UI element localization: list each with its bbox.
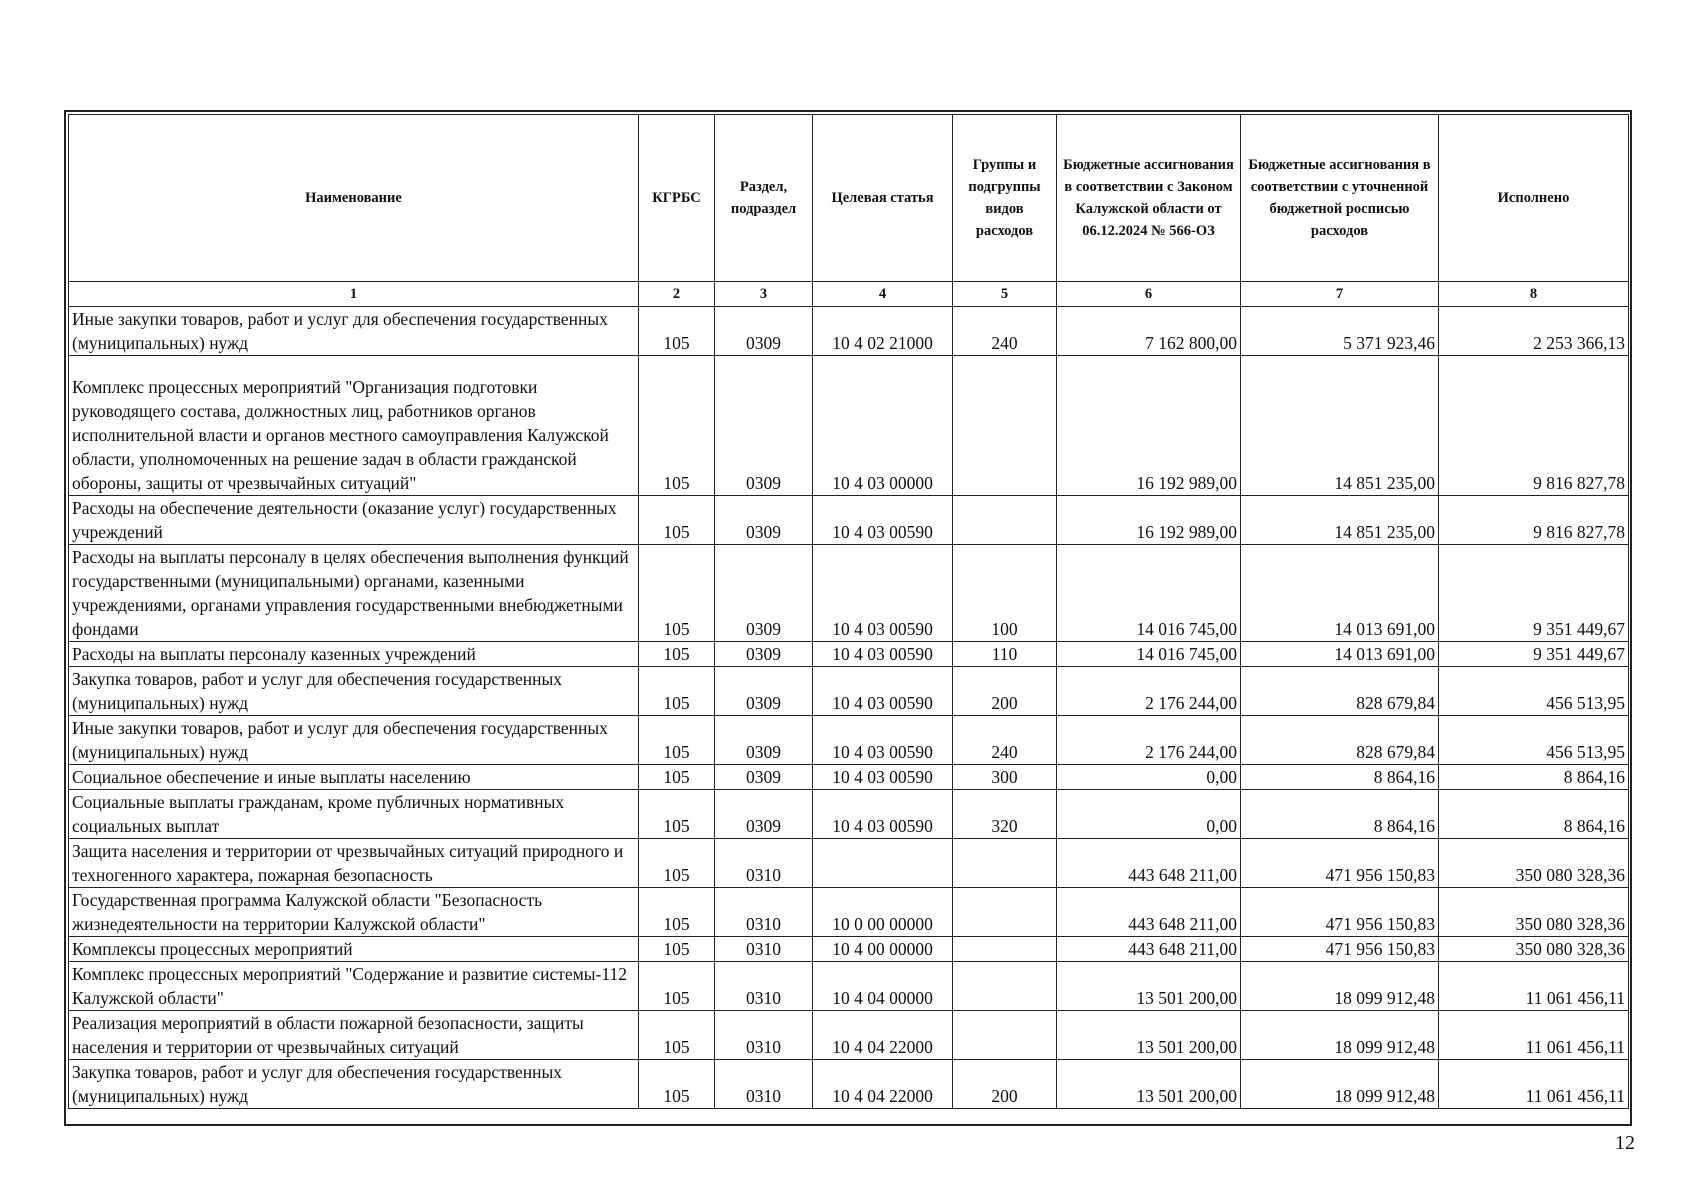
table-row (69, 356, 1629, 496)
row-refined-amount: 14 013 691,00 (1241, 642, 1439, 667)
row-name: Расходы на выплаты персоналу в целях обеспечения выполнения функций государственными (муниципальными) органами, казенными учреждениями, органами управления государственными внебюджетными фондами (69, 545, 639, 642)
column-number: 3 (715, 282, 813, 307)
row-refined-amount: 14 851 235,00 (1241, 356, 1439, 496)
row-target: 10 4 03 00590 (813, 765, 953, 790)
table-row (69, 642, 1629, 667)
row-refined-amount: 18 099 912,48 (1241, 1060, 1439, 1109)
row-name: Иные закупки товаров, работ и услуг для обеспечения государственных (муниципальных) нужд (69, 716, 639, 765)
column-number: 7 (1241, 282, 1439, 307)
row-target: 10 4 03 00590 (813, 667, 953, 716)
row-refined-amount: 8 864,16 (1241, 765, 1439, 790)
row-section: 0310 (715, 839, 813, 888)
row-name: Социальное обеспечение и иные выплаты населению (69, 765, 639, 790)
row-section: 0309 (715, 765, 813, 790)
row-refined-amount: 18 099 912,48 (1241, 1011, 1439, 1060)
row-refined-amount: 471 956 150,83 (1241, 937, 1439, 962)
row-refined-amount: 14 851 235,00 (1241, 496, 1439, 545)
row-kgrbs: 105 (639, 667, 715, 716)
row-kgrbs: 105 (639, 642, 715, 667)
row-law-amount: 0,00 (1057, 765, 1241, 790)
row-target: 10 0 00 00000 (813, 888, 953, 937)
row-kgrbs: 105 (639, 545, 715, 642)
table-body (69, 307, 1629, 1109)
row-target: 10 4 03 00590 (813, 716, 953, 765)
row-executed-amount: 8 864,16 (1439, 765, 1629, 790)
row-law-amount: 7 162 800,00 (1057, 307, 1241, 356)
row-section: 0309 (715, 307, 813, 356)
row-refined-amount: 8 864,16 (1241, 790, 1439, 839)
row-law-amount: 14 016 745,00 (1057, 642, 1241, 667)
row-law-amount: 16 192 989,00 (1057, 356, 1241, 496)
row-section: 0310 (715, 937, 813, 962)
row-target: 10 4 04 22000 (813, 1011, 953, 1060)
row-section: 0309 (715, 667, 813, 716)
row-name: Комплексы процессных мероприятий (69, 937, 639, 962)
row-target: 10 4 03 00000 (813, 356, 953, 496)
row-kgrbs: 105 (639, 1011, 715, 1060)
row-law-amount: 13 501 200,00 (1057, 1060, 1241, 1109)
row-section: 0310 (715, 888, 813, 937)
row-refined-amount: 828 679,84 (1241, 716, 1439, 765)
table-row (69, 496, 1629, 545)
column-number: 6 (1057, 282, 1241, 307)
row-executed-amount: 2 253 366,13 (1439, 307, 1629, 356)
row-law-amount: 13 501 200,00 (1057, 1011, 1241, 1060)
row-kgrbs: 105 (639, 307, 715, 356)
row-refined-amount: 18 099 912,48 (1241, 962, 1439, 1011)
column-number: 8 (1439, 282, 1629, 307)
row-group (953, 839, 1057, 888)
row-group: 100 (953, 545, 1057, 642)
table-row (69, 716, 1629, 765)
header-row (69, 115, 1629, 282)
row-refined-amount: 14 013 691,00 (1241, 545, 1439, 642)
page-number: 12 (1615, 1132, 1635, 1154)
row-name: Иные закупки товаров, работ и услуг для обеспечения государственных (муниципальных) нужд (69, 307, 639, 356)
table-row (69, 1060, 1629, 1109)
row-group: 110 (953, 642, 1057, 667)
table-row (69, 790, 1629, 839)
row-group (953, 1011, 1057, 1060)
header-groups: Группы и подгруппы видов расходов (953, 115, 1057, 282)
column-number: 1 (69, 282, 639, 307)
row-group: 200 (953, 1060, 1057, 1109)
table-row (69, 545, 1629, 642)
row-kgrbs: 105 (639, 937, 715, 962)
row-law-amount: 443 648 211,00 (1057, 839, 1241, 888)
header-section: Раздел, подраздел (715, 115, 813, 282)
row-target: 10 4 02 21000 (813, 307, 953, 356)
row-target: 10 4 03 00590 (813, 642, 953, 667)
row-target: 10 4 03 00590 (813, 545, 953, 642)
row-name: Защита населения и территории от чрезвычайных ситуаций природного и техногенного характера, пожарная безопасность (69, 839, 639, 888)
header-executed: Исполнено (1439, 115, 1629, 282)
row-group (953, 962, 1057, 1011)
row-executed-amount: 350 080 328,36 (1439, 839, 1629, 888)
row-name: Комплекс процессных мероприятий "Организация подготовки руководящего состава, должностных лиц, работников органов исполнительной власти и органов местного самоуправления Калужской области, уполномоченных на решение задач в области гражданской обороны, защиты от чрезвычайных ситуаций" (69, 356, 639, 496)
table-row (69, 839, 1629, 888)
row-kgrbs: 105 (639, 962, 715, 1011)
row-group: 300 (953, 765, 1057, 790)
header-kgrbs: КГРБС (639, 115, 715, 282)
row-refined-amount: 5 371 923,46 (1241, 307, 1439, 356)
row-executed-amount: 9 816 827,78 (1439, 496, 1629, 545)
row-kgrbs: 105 (639, 839, 715, 888)
table-row (69, 937, 1629, 962)
row-target: 10 4 03 00590 (813, 496, 953, 545)
row-law-amount: 443 648 211,00 (1057, 888, 1241, 937)
table-row (69, 765, 1629, 790)
row-group (953, 496, 1057, 545)
row-target: 10 4 04 22000 (813, 1060, 953, 1109)
row-executed-amount: 456 513,95 (1439, 667, 1629, 716)
column-number: 5 (953, 282, 1057, 307)
row-executed-amount: 11 061 456,11 (1439, 962, 1629, 1011)
table-row (69, 962, 1629, 1011)
row-name: Расходы на обеспечение деятельности (оказание услуг) государственных учреждений (69, 496, 639, 545)
table-row (69, 888, 1629, 937)
row-executed-amount: 9 816 827,78 (1439, 356, 1629, 496)
row-executed-amount: 456 513,95 (1439, 716, 1629, 765)
row-kgrbs: 105 (639, 716, 715, 765)
row-section: 0309 (715, 545, 813, 642)
row-section: 0309 (715, 496, 813, 545)
row-law-amount: 14 016 745,00 (1057, 545, 1241, 642)
row-section: 0309 (715, 716, 813, 765)
row-law-amount: 0,00 (1057, 790, 1241, 839)
row-kgrbs: 105 (639, 888, 715, 937)
row-executed-amount: 8 864,16 (1439, 790, 1629, 839)
row-target: 10 4 03 00590 (813, 790, 953, 839)
row-section: 0309 (715, 356, 813, 496)
row-kgrbs: 105 (639, 356, 715, 496)
row-refined-amount: 471 956 150,83 (1241, 888, 1439, 937)
row-kgrbs: 105 (639, 790, 715, 839)
row-name: Реализация мероприятий в области пожарной безопасности, защиты населения и территории от чрезвычайных ситуаций (69, 1011, 639, 1060)
header-target: Целевая статья (813, 115, 953, 282)
row-executed-amount: 350 080 328,36 (1439, 888, 1629, 937)
row-refined-amount: 828 679,84 (1241, 667, 1439, 716)
row-target: 10 4 00 00000 (813, 937, 953, 962)
row-section: 0310 (715, 1060, 813, 1109)
row-name: Комплекс процессных мероприятий "Содержание и развитие системы-112 Калужской области" (69, 962, 639, 1011)
row-law-amount: 443 648 211,00 (1057, 937, 1241, 962)
row-law-amount: 2 176 244,00 (1057, 667, 1241, 716)
row-name: Расходы на выплаты персоналу казенных учреждений (69, 642, 639, 667)
row-kgrbs: 105 (639, 496, 715, 545)
row-kgrbs: 105 (639, 765, 715, 790)
header-refined: Бюджетные ассигнования в соответствии с уточненной бюджетной росписью расходов (1241, 115, 1439, 282)
row-group (953, 356, 1057, 496)
row-section: 0310 (715, 962, 813, 1011)
row-name: Закупка товаров, работ и услуг для обеспечения государственных (муниципальных) нужд (69, 667, 639, 716)
row-law-amount: 16 192 989,00 (1057, 496, 1241, 545)
table-row (69, 1011, 1629, 1060)
row-law-amount: 2 176 244,00 (1057, 716, 1241, 765)
row-name: Закупка товаров, работ и услуг для обеспечения государственных (муниципальных) нужд (69, 1060, 639, 1109)
row-executed-amount: 11 061 456,11 (1439, 1060, 1629, 1109)
row-kgrbs: 105 (639, 1060, 715, 1109)
row-group (953, 888, 1057, 937)
header-law: Бюджетные ассигнования в соответствии с Законом Калужской области от 06.12.2024 № 566-ОЗ (1057, 115, 1241, 282)
row-law-amount: 13 501 200,00 (1057, 962, 1241, 1011)
row-group: 200 (953, 667, 1057, 716)
row-executed-amount: 9 351 449,67 (1439, 545, 1629, 642)
column-number-row (69, 282, 1629, 307)
row-group (953, 937, 1057, 962)
row-executed-amount: 11 061 456,11 (1439, 1011, 1629, 1060)
row-section: 0309 (715, 642, 813, 667)
row-executed-amount: 350 080 328,36 (1439, 937, 1629, 962)
row-section: 0310 (715, 1011, 813, 1060)
row-group: 320 (953, 790, 1057, 839)
row-name: Государственная программа Калужской области "Безопасность жизнедеятельности на территории Калужской области" (69, 888, 639, 937)
row-refined-amount: 471 956 150,83 (1241, 839, 1439, 888)
row-group: 240 (953, 716, 1057, 765)
column-number: 4 (813, 282, 953, 307)
row-target: 10 4 04 00000 (813, 962, 953, 1011)
budget-table (68, 114, 1629, 1109)
row-target (813, 839, 953, 888)
row-group: 240 (953, 307, 1057, 356)
row-section: 0309 (715, 790, 813, 839)
row-executed-amount: 9 351 449,67 (1439, 642, 1629, 667)
header-name: Наименование (69, 115, 639, 282)
table-row (69, 307, 1629, 356)
row-name: Социальные выплаты гражданам, кроме публичных нормативных социальных выплат (69, 790, 639, 839)
column-number: 2 (639, 282, 715, 307)
table-row (69, 667, 1629, 716)
